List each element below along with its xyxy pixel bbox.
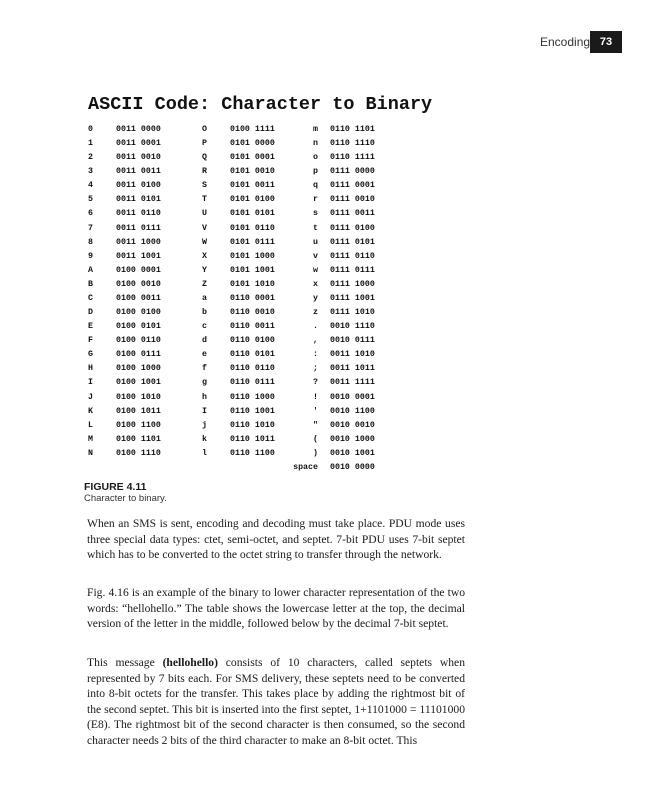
table-cell-char-col2: k <box>202 434 207 444</box>
table-cell-char-col3: o <box>313 153 318 163</box>
table-cell-char-col2: P <box>202 139 207 149</box>
table-row <box>84 376 484 390</box>
table-row <box>84 264 484 278</box>
table-cell-binary-col1: 0100 1110 <box>116 448 161 458</box>
table-cell-char-col2: Z <box>202 279 207 289</box>
page-number: 73 <box>590 31 622 53</box>
table-cell-binary-col1: 0011 0111 <box>116 223 161 233</box>
table-cell-binary-col2: 0101 1000 <box>230 251 275 261</box>
table-cell-char-col3: ( <box>313 434 318 444</box>
table-cell-binary-col2: 0110 1001 <box>230 406 275 416</box>
table-cell-char-col1: H <box>88 364 93 374</box>
table-cell-char-col1: 7 <box>88 223 93 233</box>
table-cell-binary-col1: 0011 1001 <box>116 251 161 261</box>
table-cell-char-col2: U <box>202 209 207 219</box>
table-cell-char-col3: ' <box>313 406 318 416</box>
table-cell-char-col1: A <box>88 265 93 275</box>
table-cell-char-col2: X <box>202 251 207 261</box>
table-cell-char-col3: r <box>313 195 318 205</box>
figure-title: ASCII Code: Character to Binary <box>88 94 433 115</box>
table-cell-char-col1: 9 <box>88 251 93 261</box>
table-row <box>84 292 484 306</box>
table-cell-binary-col2: 0110 0010 <box>230 308 275 318</box>
table-cell-binary-col3: 0110 1110 <box>330 139 375 149</box>
table-cell-binary-col1: 0100 0111 <box>116 350 161 360</box>
table-row <box>84 151 484 165</box>
table-cell-char-col2: S <box>202 181 207 191</box>
table-cell-binary-col1: 0011 0110 <box>116 209 161 219</box>
table-cell-char-col1: 2 <box>88 153 93 163</box>
table-cell-char-col3: ; <box>313 364 318 374</box>
table-cell-char-col3: t <box>313 223 318 233</box>
table-cell-binary-col3: 0010 1001 <box>330 448 375 458</box>
table-cell-char-col2: h <box>202 392 207 402</box>
table-cell-char-col1: N <box>88 448 93 458</box>
table-cell-binary-col1: 0011 0010 <box>116 153 161 163</box>
table-cell-binary-col2: 0100 1111 <box>230 125 275 134</box>
table-cell-binary-col2: 0101 0011 <box>230 181 275 191</box>
table-cell-char-col2: b <box>202 308 207 318</box>
table-cell-char-col2: d <box>202 336 207 346</box>
table-cell-binary-col2: 0101 1010 <box>230 279 275 289</box>
table-cell-char-col2: O <box>202 125 207 134</box>
table-row <box>84 250 484 264</box>
table-row <box>84 137 484 151</box>
table-cell-char-col2: f <box>202 364 207 374</box>
table-cell-binary-col2: 0110 0111 <box>230 378 275 388</box>
table-cell-binary-col3: 0011 1111 <box>330 378 375 388</box>
table-cell-binary-col1: 0011 0001 <box>116 139 161 149</box>
table-row <box>84 419 484 433</box>
table-cell-char-col2: c <box>202 322 207 332</box>
table-cell-binary-col3: 0010 1100 <box>330 406 375 416</box>
table-cell-binary-col2: 0110 0001 <box>230 293 275 303</box>
table-row <box>84 193 484 207</box>
paragraph-3-bold: (hellohello) <box>162 656 218 669</box>
table-cell-binary-col1: 0100 1101 <box>116 434 161 444</box>
table-cell-char-col3: y <box>313 293 318 303</box>
figure-caption: Character to binary. <box>84 493 167 504</box>
table-cell-char-col1: B <box>88 279 93 289</box>
table-cell-char-col3: u <box>313 237 318 247</box>
table-cell-char-col1: 3 <box>88 167 93 177</box>
table-cell-binary-col1: 0100 0001 <box>116 265 161 275</box>
table-cell-binary-col2: 0101 0111 <box>230 237 275 247</box>
table-cell-char-col2: Y <box>202 265 207 275</box>
table-cell-binary-col1: 0100 1001 <box>116 378 161 388</box>
table-cell-char-col1: M <box>88 434 93 444</box>
table-cell-binary-col2: 0110 1011 <box>230 434 275 444</box>
table-row <box>84 278 484 292</box>
paragraph-1: When an SMS is sent, encoding and decoding must take place. PDU mode uses three special data types: ctet, semi-octet, and septet. 7-bit PDU uses 7-bit septet which has to be converted to the octet string to transfer through the network. <box>87 517 465 561</box>
table-cell-binary-col2: 0101 0110 <box>230 223 275 233</box>
table-cell-char-col3: ? <box>313 378 318 388</box>
table-row <box>84 405 484 419</box>
table-cell-char-col1: F <box>88 336 93 346</box>
table-cell-char-col3: m <box>313 125 318 134</box>
table-cell-char-col1: 1 <box>88 139 93 149</box>
table-cell-char-col2: T <box>202 195 207 205</box>
table-cell-char-col3: p <box>313 167 318 177</box>
table-cell-char-col3: v <box>313 251 318 261</box>
table-cell-char-col3: ) <box>313 448 318 458</box>
table-cell-char-col3: n <box>313 139 318 149</box>
table-cell-binary-col3: 0111 0000 <box>330 167 375 177</box>
table-cell-binary-col1: 0100 1100 <box>116 420 161 430</box>
table-cell-binary-col2: 0110 0110 <box>230 364 275 374</box>
table-cell-binary-col1: 0011 0000 <box>116 125 161 134</box>
table-row <box>84 179 484 193</box>
table-cell-binary-col3: 0011 1010 <box>330 350 375 360</box>
table-cell-binary-col1: 0100 0011 <box>116 293 161 303</box>
table-row <box>84 391 484 405</box>
table-row <box>84 207 484 221</box>
table-cell-char-col2: l <box>202 448 207 458</box>
paragraph-3 <box>87 655 465 748</box>
table-cell-char-col3: w <box>313 265 318 275</box>
figure-label: FIGURE 4.11 <box>84 481 147 493</box>
table-cell-char-col1: 6 <box>88 209 93 219</box>
table-cell-char-col1: K <box>88 406 93 416</box>
table-cell-char-col3: . <box>313 322 318 332</box>
paragraph-2: Fig. 4.16 is an example of the binary to lower character representation of the two words: “hellohello.” The table shows the lowercase letter at the top, the decimal version of the letter in the middle, followed below by the decimal 7-bit septet. <box>87 586 465 630</box>
table-cell-char-col3: ! <box>313 392 318 402</box>
ascii-table <box>84 123 484 475</box>
table-cell-char-col1: 8 <box>88 237 93 247</box>
table-cell-binary-col2: 0101 0001 <box>230 153 275 163</box>
table-cell-binary-col1: 0011 0011 <box>116 167 161 177</box>
table-cell-binary-col3: 0111 1010 <box>330 308 375 318</box>
table-cell-char-col2: a <box>202 293 207 303</box>
table-cell-binary-col2: 0110 1010 <box>230 420 275 430</box>
table-row <box>84 433 484 447</box>
table-cell-binary-col1: 0011 0101 <box>116 195 161 205</box>
table-cell-binary-col3: 0010 1110 <box>330 322 375 332</box>
table-cell-binary-col3: 0010 0001 <box>330 392 375 402</box>
table-cell-char-col2: j <box>202 420 207 430</box>
table-cell-binary-col3: 0110 1111 <box>330 153 375 163</box>
table-cell-char-col1: G <box>88 350 93 360</box>
table-cell-char-col2: e <box>202 350 207 360</box>
paragraph-3-rest: consists of 10 characters, called septets when represented by 7 bits each. For SMS delivery, these septets need to be converted into 8-bit octets for the transfer. This takes place by adding the rightmost bit of the second septet. This bit is inserted into the first septet, 1+1101000 = 11101000 (E8). The rightmost bit of the second character is then consumed, so the second character needs 2 bits of the third character to make an 8-bit octet. This <box>87 656 465 747</box>
table-cell-char-col1: D <box>88 308 93 318</box>
table-cell-char-col2: I <box>202 406 207 416</box>
table-cell-char-col1: I <box>88 378 93 388</box>
table-cell-char-col3: s <box>313 209 318 219</box>
table-row <box>84 165 484 179</box>
table-cell-char-col1: L <box>88 420 93 430</box>
table-row <box>84 236 484 250</box>
table-cell-char-col2: R <box>202 167 207 177</box>
table-cell-char-col3: q <box>313 181 318 191</box>
table-row <box>84 306 484 320</box>
table-cell-binary-col2: 0110 1100 <box>230 448 275 458</box>
table-cell-binary-col2: 0110 1000 <box>230 392 275 402</box>
table-cell-binary-col3: 0111 0010 <box>330 195 375 205</box>
table-cell-binary-col1: 0100 1000 <box>116 364 161 374</box>
table-cell-binary-col3: 0111 0001 <box>330 181 375 191</box>
table-cell-char-col1: E <box>88 322 93 332</box>
table-cell-binary-col2: 0101 0000 <box>230 139 275 149</box>
table-cell-char-col1: C <box>88 293 93 303</box>
table-row <box>84 123 484 137</box>
table-cell-binary-col1: 0100 1010 <box>116 392 161 402</box>
table-cell-binary-col3: 0111 1000 <box>330 279 375 289</box>
table-cell-binary-col2: 0101 0010 <box>230 167 275 177</box>
table-cell-char-col3: " <box>313 420 318 430</box>
table-cell-binary-col2: 0101 0100 <box>230 195 275 205</box>
table-cell-binary-col3: 0010 1000 <box>330 434 375 444</box>
table-cell-binary-col3: 0010 0000 <box>330 462 375 472</box>
table-cell-char-col3: z <box>313 308 318 318</box>
table-cell-binary-col3: 0111 1001 <box>330 293 375 303</box>
table-cell-char-col1: 4 <box>88 181 93 191</box>
paragraph-3-start: This message <box>87 656 163 669</box>
table-row <box>84 461 484 475</box>
table-cell-char-col1: 5 <box>88 195 93 205</box>
table-cell-char-col1: 0 <box>88 125 93 134</box>
table-cell-char-col3: : <box>313 350 318 360</box>
table-cell-binary-col1: 0100 0101 <box>116 322 161 332</box>
table-cell-binary-col2: 0110 0100 <box>230 336 275 346</box>
table-cell-binary-col3: 0010 0010 <box>330 420 375 430</box>
table-cell-binary-col3: 0111 0011 <box>330 209 375 219</box>
table-cell-binary-col3: 0111 0100 <box>330 223 375 233</box>
table-cell-binary-col3: 0111 0110 <box>330 251 375 261</box>
table-cell-char-col2: W <box>202 237 207 247</box>
table-cell-char-col3: x <box>313 279 318 289</box>
table-cell-binary-col2: 0110 0011 <box>230 322 275 332</box>
table-cell-binary-col3: 0111 0111 <box>330 265 375 275</box>
table-cell-char-col2: g <box>202 378 207 388</box>
running-header-section: Encoding <box>540 35 591 49</box>
table-cell-char-col3: , <box>313 336 318 346</box>
table-row <box>84 348 484 362</box>
table-cell-binary-col1: 0011 1000 <box>116 237 161 247</box>
table-cell-binary-col1: 0100 0100 <box>116 308 161 318</box>
table-row <box>84 334 484 348</box>
table-cell-char-col3: space <box>293 462 318 472</box>
table-cell-binary-col3: 0111 0101 <box>330 237 375 247</box>
table-row <box>84 320 484 334</box>
table-cell-binary-col1: 0100 0110 <box>116 336 161 346</box>
table-cell-binary-col3: 0011 1011 <box>330 364 375 374</box>
table-cell-binary-col1: 0011 0100 <box>116 181 161 191</box>
table-cell-char-col1: J <box>88 392 93 402</box>
table-cell-binary-col1: 0100 1011 <box>116 406 161 416</box>
table-row <box>84 447 484 461</box>
table-row <box>84 362 484 376</box>
table-cell-binary-col1: 0100 0010 <box>116 279 161 289</box>
table-cell-binary-col3: 0110 1101 <box>330 125 375 134</box>
table-cell-char-col2: Q <box>202 153 207 163</box>
table-row <box>84 222 484 236</box>
table-cell-binary-col2: 0101 1001 <box>230 265 275 275</box>
table-cell-binary-col2: 0101 0101 <box>230 209 275 219</box>
table-cell-binary-col3: 0010 0111 <box>330 336 375 346</box>
table-cell-char-col2: V <box>202 223 207 233</box>
table-cell-binary-col2: 0110 0101 <box>230 350 275 360</box>
